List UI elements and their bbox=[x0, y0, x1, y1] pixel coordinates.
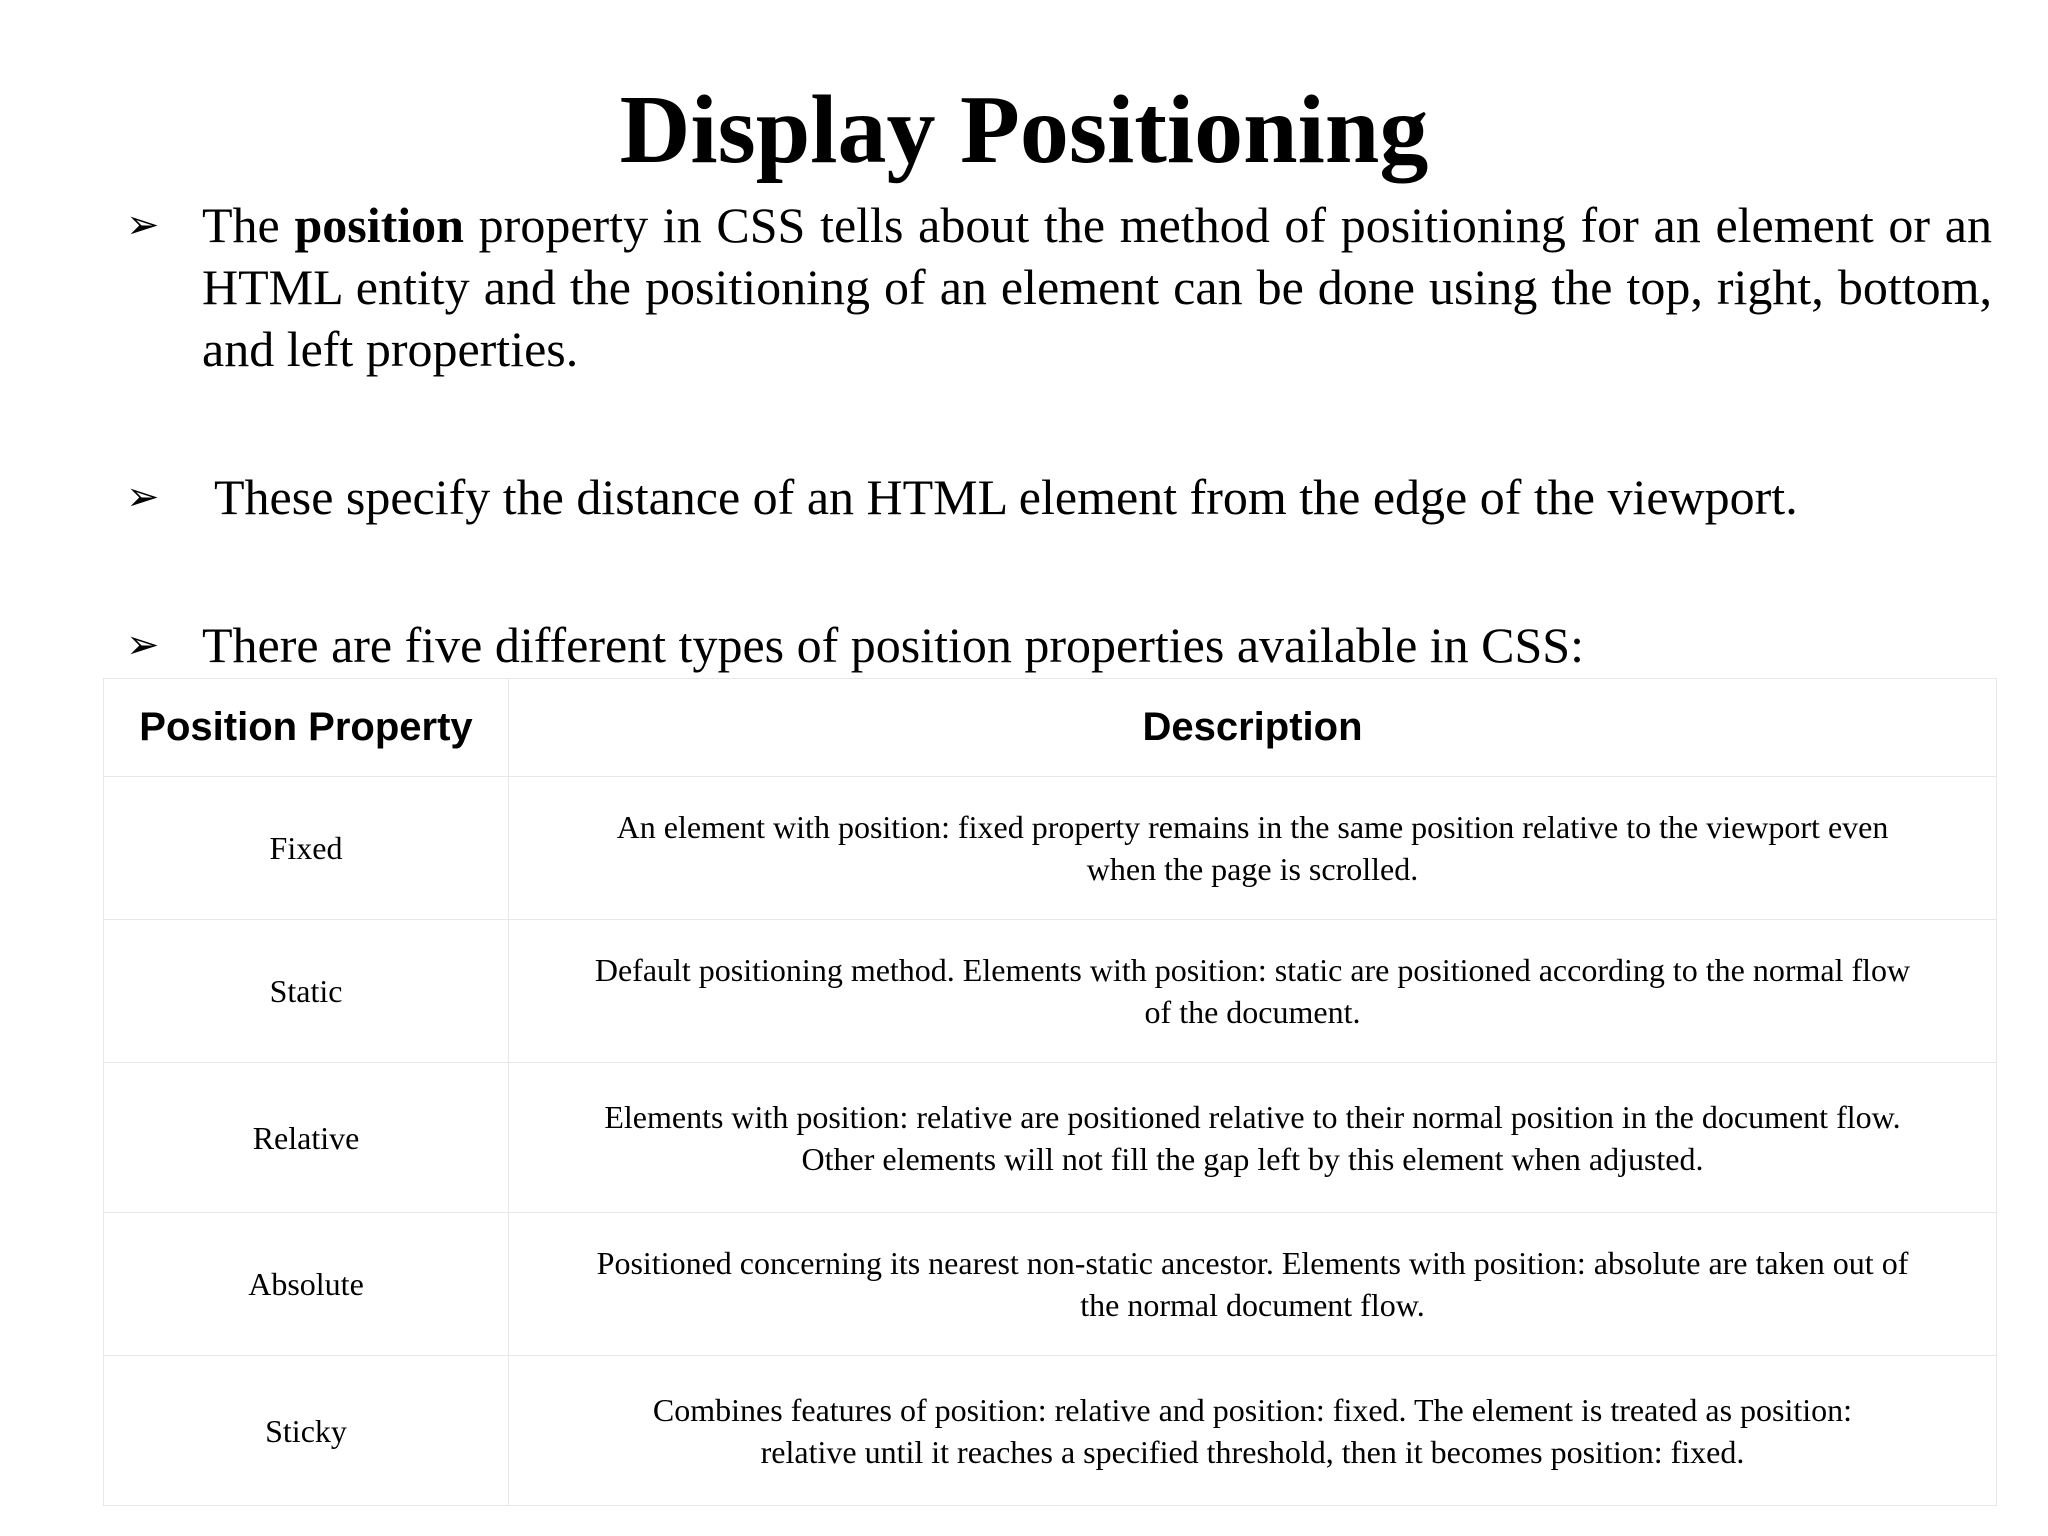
arrow-bullet-icon: ➢ bbox=[126, 622, 160, 668]
property-cell: Fixed bbox=[104, 777, 509, 920]
description-cell bbox=[509, 1356, 1997, 1506]
bullet-text-rest: property in CSS tells about the method of positioning for an element or an HTML entity and the positioning of an element can be done using the top, right, bottom, and left properties. bbox=[202, 197, 1992, 377]
table-row bbox=[104, 777, 1997, 920]
bullet-text: These specify the distance of an HTML element from the edge of the viewport. bbox=[214, 469, 1798, 525]
arrow-bullet-icon: ➢ bbox=[126, 202, 160, 248]
property-cell: Sticky bbox=[104, 1356, 509, 1506]
description-cell bbox=[509, 1213, 1997, 1356]
description-line: when the page is scrolled. bbox=[1086, 851, 1419, 887]
bullet-text bbox=[202, 194, 1992, 380]
table-row bbox=[104, 1063, 1997, 1213]
description-line: Positioned concerning its nearest non-static ancestor. Elements with position: absolute are taken out of bbox=[596, 1245, 1909, 1281]
description-line: relative until it reaches a specified threshold, then it becomes position: fixed. bbox=[760, 1433, 1745, 1470]
table-header-row bbox=[104, 679, 1997, 777]
table-row bbox=[104, 1356, 1997, 1506]
property-cell: Absolute bbox=[104, 1213, 509, 1356]
bullet-text-start: The bbox=[202, 197, 295, 253]
description-line: Default positioning method. Elements with position: static are positioned according to the normal flow bbox=[594, 952, 1911, 988]
table-row bbox=[104, 1213, 1997, 1356]
property-cell: Static bbox=[104, 920, 509, 1063]
description-line: Other elements will not fill the gap left by this element when adjusted. bbox=[801, 1140, 1704, 1177]
bullet-bold-term: position bbox=[294, 197, 464, 253]
bullet-distance bbox=[126, 466, 2006, 528]
header-description: Description bbox=[509, 679, 1997, 777]
table-row bbox=[104, 920, 1997, 1063]
bullet-position-property bbox=[126, 194, 2006, 380]
description-line: Elements with position: relative are positioned relative to their normal position in the document flow. bbox=[604, 1098, 1901, 1135]
description-line: the normal document flow. bbox=[1080, 1287, 1425, 1323]
bullet-text: There are five different types of position properties available in CSS: bbox=[202, 617, 1585, 673]
description-cell bbox=[509, 1063, 1997, 1213]
arrow-bullet-icon: ➢ bbox=[126, 474, 160, 520]
description-line: Combines features of position: relative and position: fixed. The element is treated as position: bbox=[652, 1391, 1853, 1428]
description-line: of the document. bbox=[1144, 994, 1361, 1030]
description-cell bbox=[509, 777, 1997, 920]
bullet-five-types bbox=[126, 614, 2006, 676]
header-position-property: Position Property bbox=[104, 679, 509, 777]
description-cell bbox=[509, 920, 1997, 1063]
slide-title: Display Positioning bbox=[619, 76, 1429, 184]
description-line: An element with position: fixed property remains in the same position relative to the viewport even bbox=[616, 809, 1889, 845]
property-cell: Relative bbox=[104, 1063, 509, 1213]
position-properties-table bbox=[103, 678, 1997, 1506]
